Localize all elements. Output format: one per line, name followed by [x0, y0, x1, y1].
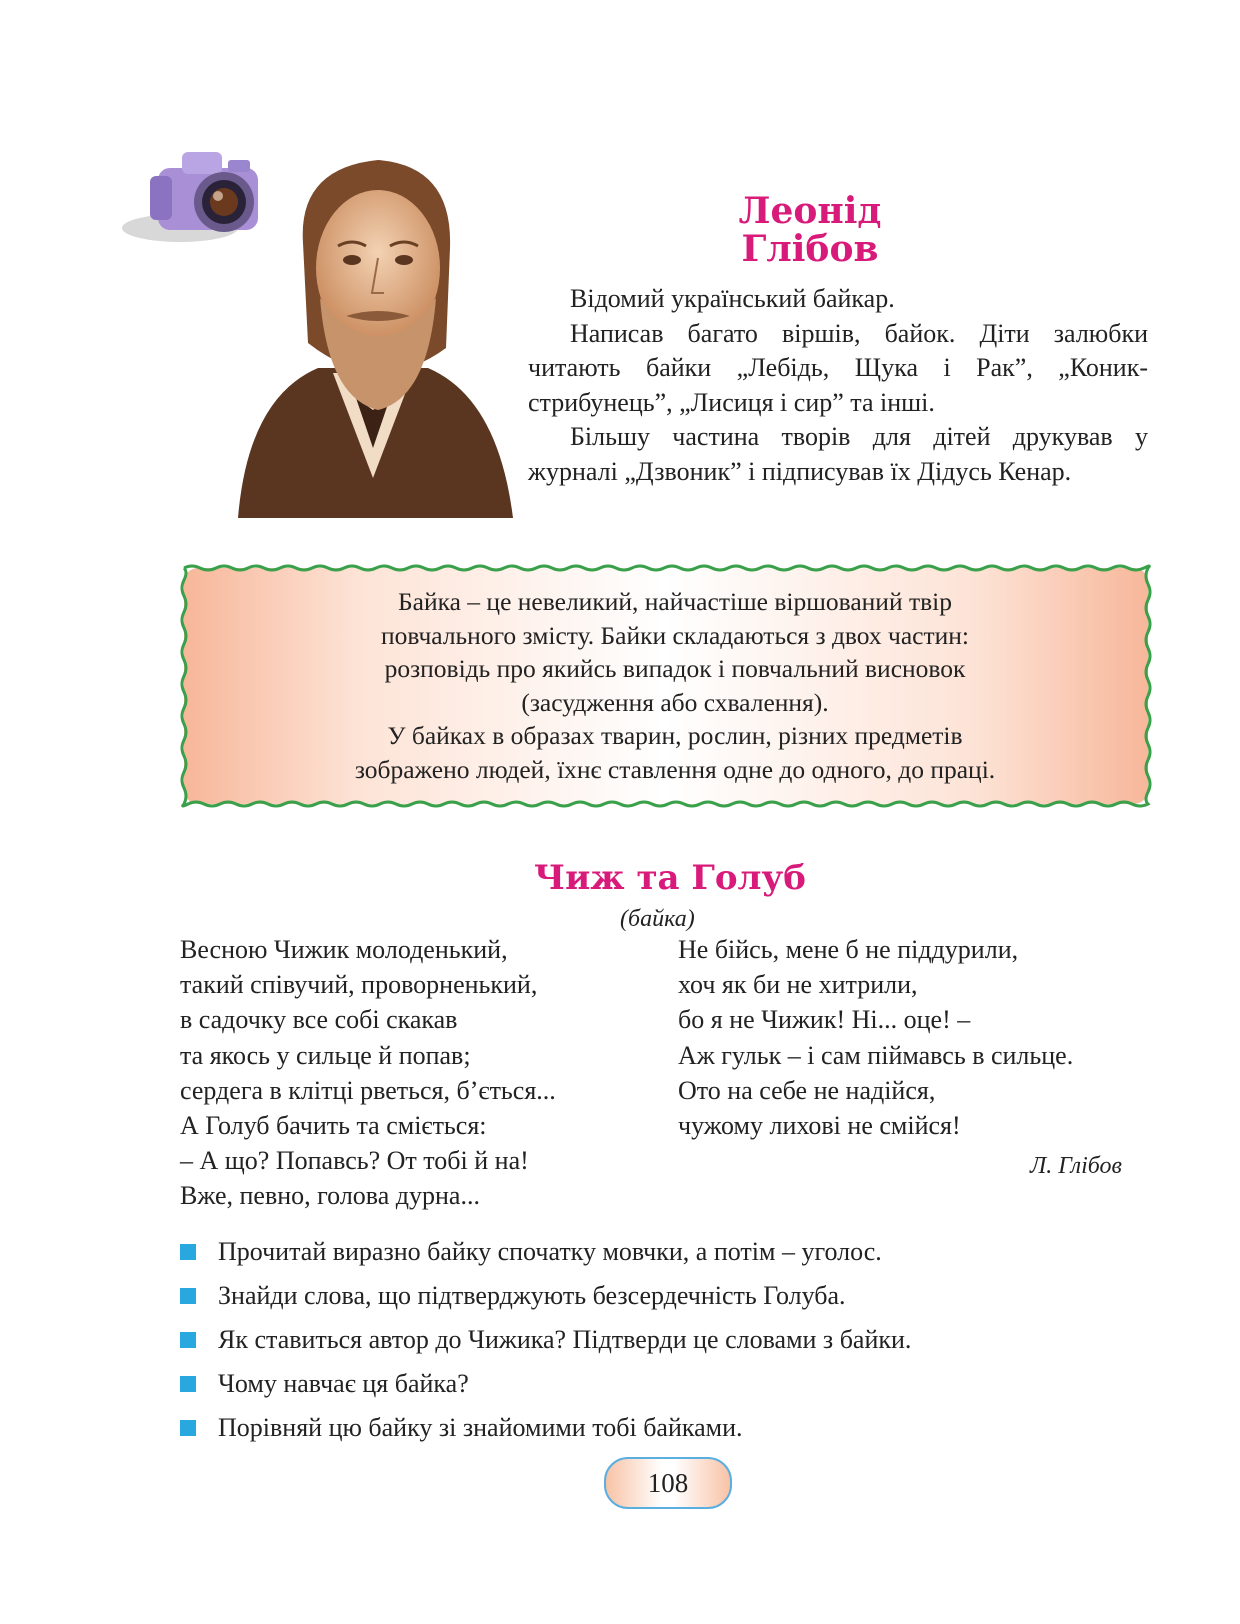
- bio-paragraph: Написав багато віршів, байок. Діти залюбки читають байки „Лебідь, Щука і Рак”, „Коник-стрибунець”, „Лисиця і сир” та інші.: [528, 318, 1148, 417]
- definition-line: (засудження або схвалення).: [521, 687, 829, 717]
- poem-line: Весною Чижик молоденький,: [180, 935, 508, 964]
- author-portrait: [228, 148, 518, 528]
- poem-line: такий співучий, проворненький,: [180, 970, 538, 1000]
- author-bio: [528, 282, 1148, 489]
- definition-line: зображено людей, їхнє ставлення одне до одного, до праці.: [354, 754, 996, 784]
- square-bullet-icon: [180, 1420, 196, 1436]
- page-number: 108: [604, 1457, 732, 1509]
- square-bullet-icon: [180, 1376, 196, 1392]
- poem-line: бо я не Чижик! Ні... оце! –: [678, 1005, 971, 1035]
- poem-line: А Голуб бачить та сміється:: [180, 1111, 487, 1141]
- poem-line: Вже, певно, голова дурна...: [180, 1181, 480, 1211]
- fable-signature: Л. Глібов: [1030, 1153, 1122, 1179]
- poem-left-column: [180, 932, 556, 1214]
- task-text: Прочитай виразно байку спочатку мовчки, а потім – уголос.: [218, 1237, 882, 1266]
- definition-line: розповідь про якийсь випадок і повчальний висновок: [384, 654, 966, 683]
- poem-line: чужому лихові не смійся!: [678, 1111, 961, 1141]
- definition-line: У байках в образах тварин, рослин, різних предметів: [387, 721, 963, 750]
- square-bullet-icon: [180, 1288, 196, 1304]
- poem-line: – А що? Попавсь? От тобі й на!: [180, 1146, 529, 1176]
- poem-line: в садочку все собі скакав: [180, 1005, 458, 1035]
- task-item: [180, 1230, 1180, 1274]
- author-name: [700, 192, 920, 268]
- poem-line: Аж гульк – і сам піймавсь в сильце.: [678, 1040, 1074, 1070]
- bio-paragraph: Більшу частина творів для дітей друкував у журналі „Дзвоник” і підписував їх Дідусь Кенар.: [528, 422, 1148, 486]
- poem-line: сердега в клітці рветься, б’ється...: [180, 1075, 556, 1105]
- poem-line: Ото на себе не надійся,: [678, 1075, 936, 1105]
- task-list: [180, 1230, 1180, 1450]
- task-text: Знайди слова, що підтверджують безсердечність Голуба.: [218, 1281, 846, 1310]
- task-item: [180, 1406, 1180, 1450]
- task-text: Чому навчає ця байка?: [218, 1369, 469, 1398]
- task-item: [180, 1274, 1180, 1318]
- poem-line: Не бійсь, мене б не піддурили,: [678, 935, 1019, 964]
- author-last-name: Глібов: [741, 228, 879, 270]
- definition-text: [240, 585, 1110, 786]
- task-text: Як ставиться автор до Чижика? Підтверди це словами з байки.: [218, 1325, 912, 1354]
- poem-line: та якось у сильце й попав;: [180, 1040, 471, 1070]
- task-item: [180, 1362, 1180, 1406]
- fable-genre: (байка): [620, 906, 695, 932]
- bio-paragraph: Відомий український байкар.: [570, 284, 895, 313]
- fable-title: Чиж та Голуб: [534, 858, 806, 898]
- poem-right-column: [678, 932, 1073, 1143]
- author-first-name: Леонід: [738, 190, 882, 232]
- square-bullet-icon: [180, 1332, 196, 1348]
- definition-line: повчального змісту. Байки складаються з двох частин:: [380, 620, 970, 650]
- square-bullet-icon: [180, 1244, 196, 1260]
- task-item: [180, 1318, 1180, 1362]
- task-text: Порівняй цю байку зі знайомими тобі байками.: [218, 1413, 743, 1442]
- definition-line: Байка – це невеликий, найчастіше віршований твір: [398, 587, 952, 616]
- poem-line: хоч як би не хитрили,: [678, 970, 918, 1000]
